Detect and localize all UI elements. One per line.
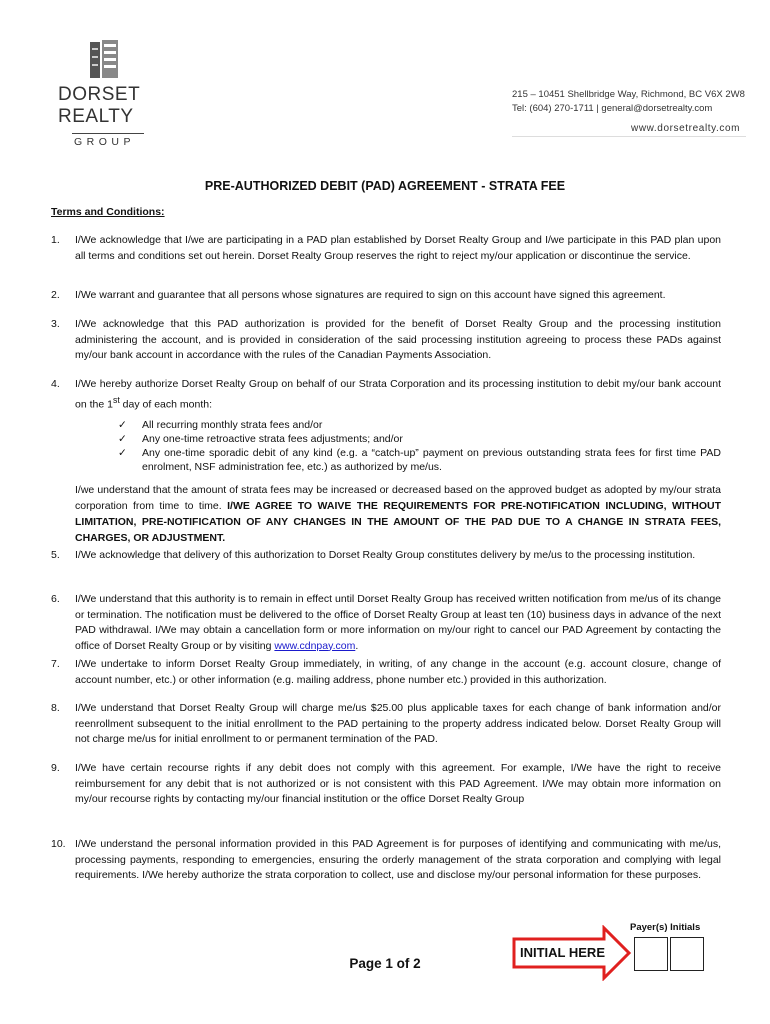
checklist-item-text: Any one-time sporadic debit of any kind (e.g. a “catch-up” payment on previous outstanding strata fees for first time PAD enrolment, NSF administration fee, etc.) as authorized by me/us. <box>142 447 721 473</box>
clause-8 <box>51 701 721 748</box>
logo-group: GROUP <box>74 136 136 148</box>
clause-text: I/We acknowledge that delivery of this authorization to Dorset Realty Group constitutes delivery by me/us to the processing institution. <box>75 549 696 561</box>
clause-text-part: I/We hereby authorize Dorset Realty Group on behalf of our Strata Corporation and its processing institution to debit my/our bank account on the 1 <box>75 378 721 410</box>
page-number: Page 1 of 2 <box>349 956 421 971</box>
clause-5 <box>51 548 721 564</box>
contact-divider <box>512 136 746 137</box>
checklist-item-text: All recurring monthly strata fees and/or <box>142 419 323 431</box>
clause-superscript: st <box>112 394 120 405</box>
contact-phone-email: Tel: (604) 270-1711 | general@dorsetrealty.com <box>512 103 713 114</box>
clause-6 <box>51 592 721 654</box>
clause-number: 5. <box>51 549 60 561</box>
initial-here-label: INITIAL HERE <box>520 945 605 960</box>
clause-10 <box>51 837 721 884</box>
clause-number: 6. <box>51 593 60 605</box>
clause-text: I/We acknowledge that I/we are participating in a PAD plan established by Dorset Realty Group and I/we participate in this PAD plan upon all terms and conditions set out herein. Dorset Realty Group reserves the right to reject my/our application or discontinue the service. <box>75 234 721 262</box>
clause-text <box>75 592 721 654</box>
clause-text-part: day of each month: <box>119 398 212 410</box>
contact-block <box>512 88 745 134</box>
clause-text-part: . <box>355 639 359 652</box>
clause-text-part: I/We understand that this authority is to remain in effect until Dorset Realty Group has received written notification from me/us of its change or termination. The notification must be delivered to the office of Dorset Realty Group at least ten (10) business days in advance of the next PAD withdrawal. I/We may obtain a cancellation form or more information on my/our right to cancel our PAD Agreement by contacting the office of Dorset Realty Group or by visiting <box>75 593 721 652</box>
initial-here-arrow <box>512 925 632 981</box>
clause-text: I/We have certain recourse rights if any debit does not comply with this agreement. For example, I/We have the right to receive reimbursement for any debit that is not authorized or is not consistent with this PAD Agreement. I/We may obtain more information on my/our recourse rights by contacting my/our financial institution or the office Dorset Realty Group <box>75 762 721 805</box>
clause-text: I/We undertake to inform Dorset Realty Group immediately, in writing, of any change in the account (e.g. account closure, change of account number, etc.) or other information (e.g. mailing address, phone number etc.) provided in this authorization. <box>75 658 721 686</box>
building-logo-icon <box>82 38 126 82</box>
checkmark-icon: ✓ <box>118 419 127 431</box>
clause-number: 3. <box>51 318 60 330</box>
contact-address: 215 – 10451 Shellbridge Way, Richmond, BC V6X 2W8 <box>512 89 745 100</box>
document-title: PRE-AUTHORIZED DEBIT (PAD) AGREEMENT - STRATA FEE <box>204 179 566 193</box>
waiver-paragraph <box>75 482 721 546</box>
clause-2 <box>51 288 721 304</box>
waiver-lead: I/we understand that the amount of strata fees may be increased or decreased based on the approved budget as adopted by my/our strata corporation from time to time. <box>75 484 721 512</box>
clause-number: 1. <box>51 234 60 246</box>
clause-7 <box>51 657 721 688</box>
checkmark-icon: ✓ <box>118 447 127 459</box>
cdnpay-link[interactable]: www.cdnpay.com <box>274 639 356 652</box>
checklist-item <box>118 418 721 432</box>
checkmark-icon: ✓ <box>118 433 127 445</box>
clause-4 <box>51 377 721 413</box>
clause-text: I/We warrant and guarantee that all persons whose signatures are required to sign on this account have signed this agreement. <box>75 289 666 301</box>
logo-name: DORSET REALTY <box>58 84 141 127</box>
waiver-bold: I/WE AGREE TO WAIVE THE REQUIREMENTS FOR PRE-NOTIFICATION INCLUDING, WITHOUT LIMITATION, PRE-NOTIFICATION OF ANY CHANGES IN THE AMOUNT OF THE PAD DUE TO A CHANGE IN STRATA FEES, CHARGES, OR ADJUSTMENT. <box>75 500 721 544</box>
clause-number: 7. <box>51 658 60 670</box>
payer-initials-label: Payer(s) Initials <box>630 922 701 933</box>
clause-number: 2. <box>51 289 60 301</box>
clause-number: 8. <box>51 702 60 714</box>
clause-3 <box>51 317 721 364</box>
terms-heading: Terms and Conditions: <box>51 206 165 218</box>
clause-9 <box>51 761 721 808</box>
clause-text <box>75 377 721 413</box>
checklist-item-text: Any one-time retroactive strata fees adjustments; and/or <box>142 433 403 445</box>
clause-text: I/We understand the personal information provided in this PAD Agreement is for purposes of identifying and communicating with me/us, processing payments, responding to emergencies, ensuring the orderly management of the strata corporation and complying with legal requirements. I/We hereby authorize the strata corporation to collect, use and disclose my/our personal information for these purposes. <box>75 838 721 881</box>
clause-number: 4. <box>51 378 60 390</box>
clause-number: 10. <box>51 838 66 850</box>
logo-divider <box>72 133 144 134</box>
contact-website[interactable]: www.dorsetrealty.com <box>631 123 741 134</box>
clause-text: I/We acknowledge that this PAD authorization is provided for the benefit of Dorset Realty Group and the processing institution administering the account, and is provided in consideration of the said processing institution agreeing to process these PADs against my/our bank account in accordance with the rules of the Canadian Payments Association. <box>75 318 721 361</box>
clause-text: I/We understand that Dorset Realty Group will charge me/us $25.00 plus applicable taxes for each change of bank information and/or reenrollment subsequent to the initial enrollment to the PAD pertaining to the property address indicated below. Dorset Realty Group will not charge me/us for initial enrollment to or permanent termination of the PAD. <box>75 702 721 745</box>
debit-checklist <box>118 418 721 474</box>
clause-1 <box>51 233 721 264</box>
clause-number: 9. <box>51 762 60 774</box>
checklist-item <box>118 446 721 474</box>
checklist-item <box>118 432 721 446</box>
